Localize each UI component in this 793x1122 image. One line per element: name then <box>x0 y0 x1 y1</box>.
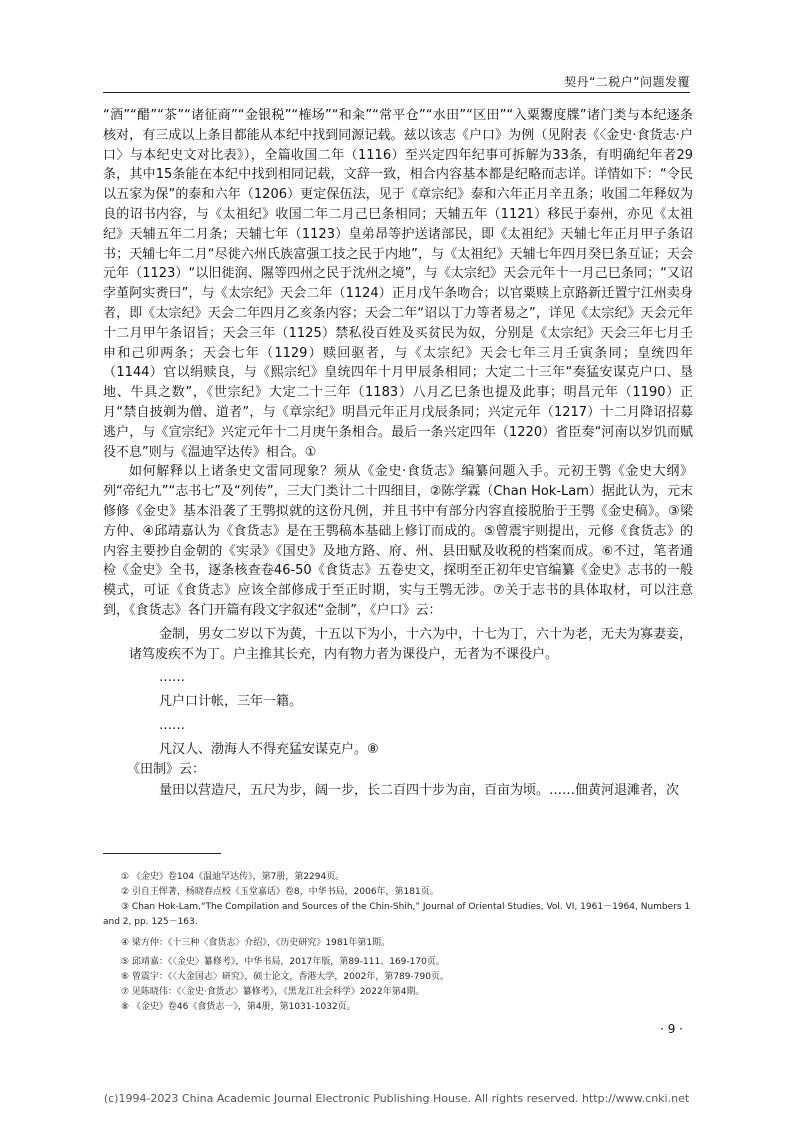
footnote-3-cont: and 2, pp. 125－163. <box>103 917 198 927</box>
footnote-6: ⑥ 曾震宇：《〈大金国志〉研究》，硕士论文，香港大学，2002年，第789-790页。 <box>121 972 449 982</box>
footnote-3: ③ Chan Hok-Lam,“The Compilation and Sources of the Chin-Shih,” Journal of Oriental Studies, Vol. VI, 1961－1964, Numbers 1 <box>121 902 691 912</box>
quote-line-2: 诸笃废疾不为丁。户主推其长充，内有物力者为课役户，无者为不课役户。 <box>129 646 559 662</box>
quote-line-4: 凡汉人、渤海人不得充猛安谋克户。⑧ <box>159 741 379 757</box>
quote-line-1: 金制，男女二岁以下为黄，十五以下为小，十六为中，十七为丁，六十为老，无夫为寡妻妾， <box>159 626 693 642</box>
paragraph-1: “酒”“醋”“茶”“诸征商”“金银税”“榷场”“和籴”“常平仓”“水田”“区田”“入粟鬻度牒”诸门类与本纪逐条核对，有三成以上条目都能从本纪中找到同源记载。兹以该志《户口》为例（见附表《〈金史·食货志·户口〉与本纪史文对比表》），全篇收国二年（1116）至兴定四年纪事可拆解为33条，有明确纪年者29条，其中15条能在本纪中找到相同记载，文辞一致，相合内容基本都是纪略而志详。详情如下：“令民以五家为保”的泰和六年（1206）更定保伍法，见于《章宗纪》泰和六年正月辛丑条；收国二年释奴为良的诏书内容，与《太祖纪》收国二年二月己巳条相同；天辅五年（1121）移民于泰州，亦见《太祖纪》天辅五年二月条；天辅七年（1123）皇弟昂等护送诸部民，即《太祖纪》天辅七年正月甲子条诏书；天辅七年二月“尽徙六州氏族富强工技之民于内地”，与《太祖纪》天辅七年四月癸巳条互证；天会元年（1123）“以旧徙润、隰等四州之民于沈州之境”，与《太宗纪》天会元年十一月己巳条同；“又诏孛堇阿实赉曰”，与《太宗纪》天会二年（1124）正月戊午条吻合；以官粟赎上京路新迁置宁江州卖身者，即《太宗纪》天会二年四月乙亥条内容；天会二年“诏以丁力等者易之”，详见《太宗纪》天会元年十二月甲午条诏旨；天会三年（1125）禁私役百姓及买贫民为奴，分别是《太宗纪》天会三年七月壬申和己卯两条；天会七年（1129）赎回驱者，与《太宗纪》天会七年三月壬寅条同；皇统四年（1144）官以绢赎良，与《熙宗纪》皇统四年十月甲辰条相同；大定二十三年“奏猛安谋克户口、垦地、牛具之数”，《世宗纪》大定二十三年（1183）八月乙巳条也提及此事；明昌元年（1190）正月“禁自披剃为僧、道者”，与《章宗纪》明昌元年正月戊辰条同；兴定元年（1217）十二月降诏招募逃户，与《宣宗纪》兴定元年十二月庚午条相合。最后一条兴定四年（1220）省臣奏“河南以岁饥而赋役不息”则与《温迪罕达传》相合。① <box>103 108 693 460</box>
page-number: · 9 · <box>660 1022 683 1036</box>
ellipsis-2: …… <box>159 717 185 733</box>
footnote-2: ② 引自王恽著，杨晓春点校《玉堂嘉话》卷8，中华书局，2006年，第181页。 <box>121 887 439 897</box>
main-text <box>103 106 693 801</box>
footnote-1: ① 《金史》卷104《温迪罕达传》，第7册，第2294页。 <box>121 872 345 882</box>
footnotes <box>103 870 693 1015</box>
running-head: 契丹“二税户”问题发覆 <box>564 75 690 89</box>
tianzhi-quote: 量田以营造尺，五尺为步，阔一步，长二百四十步为亩，百亩为顷。……佃黄河退滩者，次 <box>159 783 680 799</box>
paragraph-2: 如何解释以上诸条史文雷同现象？须从《金史·食货志》编纂问题入手。元初王鹗《金史大纲》列“帝纪九”“志书七”及“列传”，三大门类计二十四细目，②陈学霖（Chan Hok-Lam）据此认为，元末修修《金史》基本沿袭了王鹗拟就的这份凡例，并且书中有部分内容直接脱胎于王鹗《金史稿》。③梁方仲、④邱靖嘉认为《食货志》是在王鹗稿本基础上修订而成的。⑤曾震宇则提出，元修《食货志》的内容主要抄自金朝的《实录》《国史》及地方路、府、州、县田赋及收税的档案而成。⑥不过，笔者通检《金史》全书，逐条核查卷46-50《食货志》五卷史文，探明至正初年史官编纂《金史》志书的一般模式，可证《食货志》应该全部修成于至正时期，实与王鹗无涉。⑦关于志书的具体取材，可以注意到，《食货志》各门开篇有段文字叙述“金制”，《户口》云： <box>103 464 693 618</box>
ellipsis-1: …… <box>159 670 185 686</box>
footnote-7: ⑦ 见陈晓伟：《〈金史·食货志〉纂修考》，《黑龙江社会科学》2022年第4期。 <box>121 987 425 997</box>
tianzhi-label: 《田制》云： <box>127 761 206 777</box>
quote-line-3: 凡户口计帐，三年一籍。 <box>159 694 303 710</box>
footnote-4: ④ 梁方仲：《十三种〈食货志〉介绍》，《历史研究》1981年第1期。 <box>121 938 391 948</box>
footnote-5: ⑤ 邱靖嘉：《〈金史〉纂修考》，中华书局，2017年版，第89-111、169-170页。 <box>121 957 445 967</box>
footnote-rule <box>103 853 221 854</box>
footnote-8: ⑧ 《金史》卷46《食货志一》，第4册，第1031-1032页。 <box>121 1002 356 1012</box>
copyright-footer: (c)1994-2023 China Academic Journal Electronic Publishing House. All rights reserved. http://www.cnki.net <box>103 1092 690 1105</box>
header-rule <box>103 92 690 93</box>
